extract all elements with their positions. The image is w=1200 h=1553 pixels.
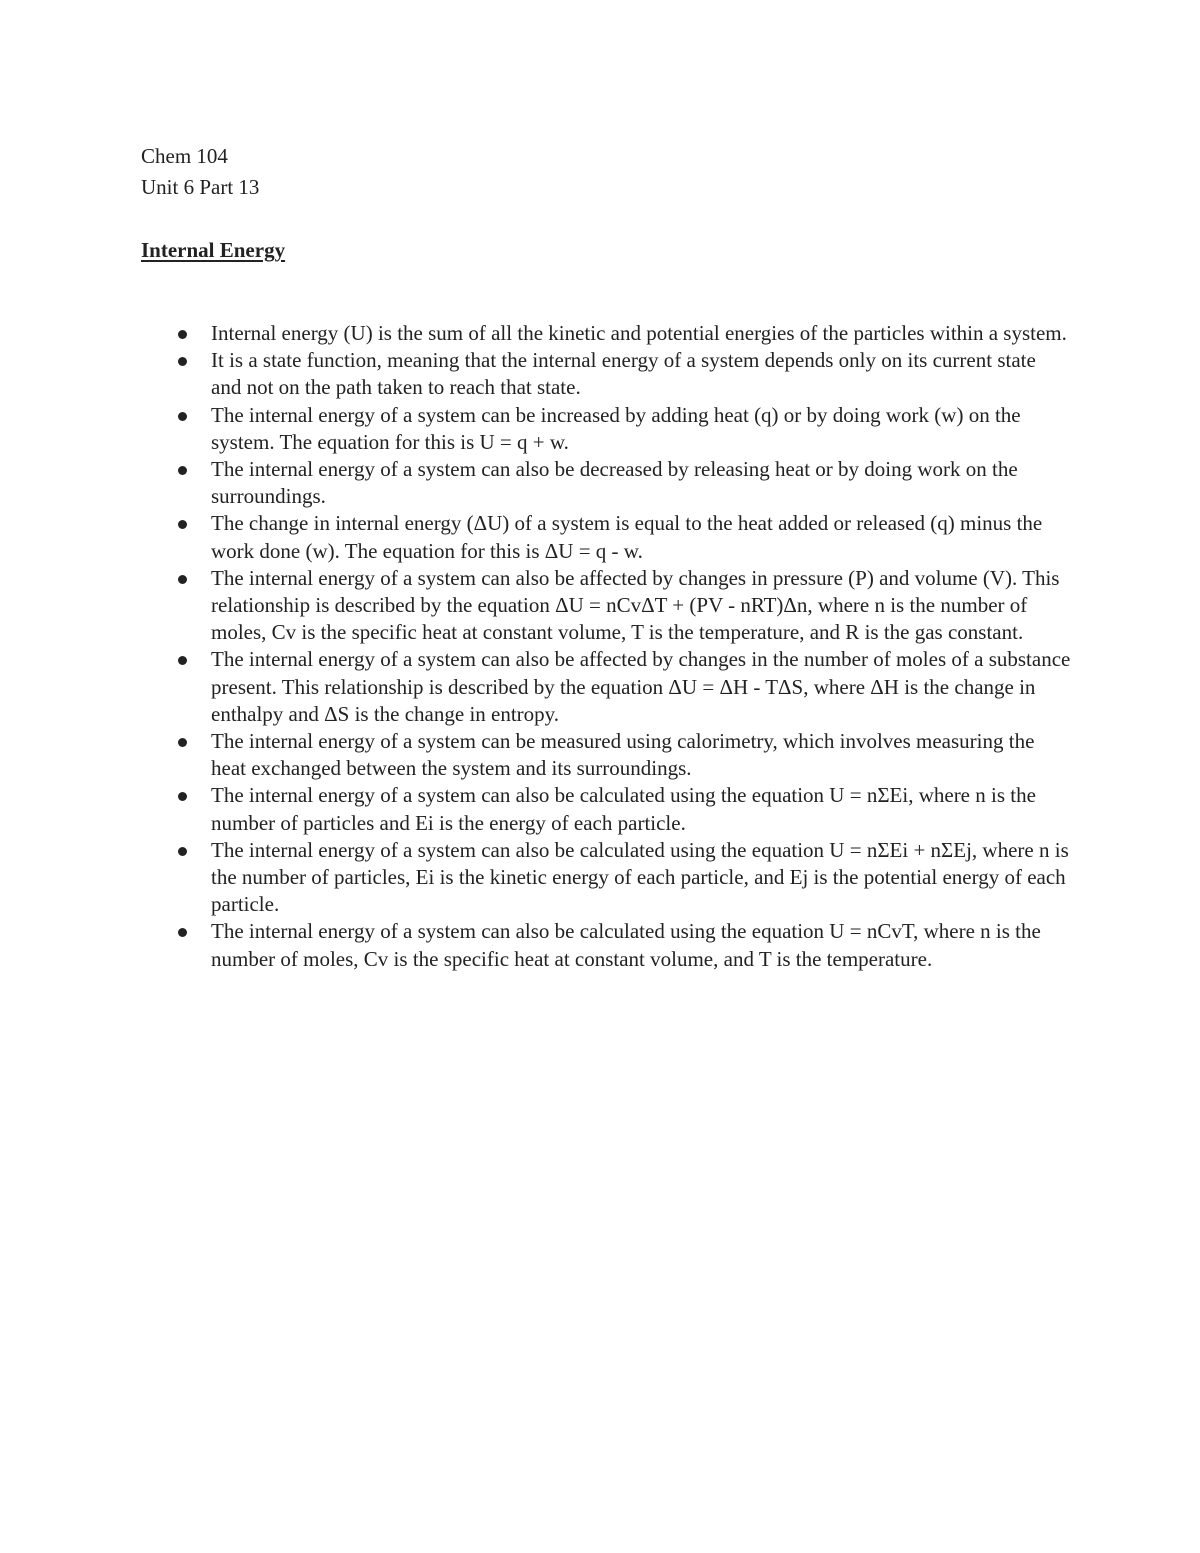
bullet-dot-icon [178,412,187,421]
bullet-list [0,320,1200,973]
bullet-item [0,456,1071,510]
bullet-item [0,565,1071,647]
bullet-item [0,402,1071,456]
bullet-dot-icon [178,792,187,801]
bullet-dot-icon [178,520,187,529]
bullet-item [0,320,1071,347]
bullet-text: The internal energy of a system can be increased by adding heat (q) or by doing work (w) on the system. The equation for this is U = q + w. [211,402,1021,454]
bullet-text: The internal energy of a system can also be decreased by releasing heat or by doing work on the surroundings. [211,457,1018,509]
bullet-text: The internal energy of a system can also be calculated using the equation U = nCvT, where n is the number of moles, Cv is the specific heat at constant volume, and T is the temperature. [211,919,1041,971]
bullet-dot-icon [178,928,187,937]
course-label: Chem 104 [141,144,228,168]
bullet-item [0,347,1071,401]
bullet-item [0,837,1071,919]
bullet-text: The internal energy of a system can also be affected by changes in the number of moles of a substance present. This relationship is described by the equation ΔU = ΔH - TΔS, where ΔH is the change in enthalpy and ΔS is the change in entropy. [211,647,1071,726]
bullet-text: The internal energy of a system can be measured using calorimetry, which involves measuring the heat exchanged between the system and its surroundings. [211,729,1035,781]
bullet-text: The internal energy of a system can also be calculated using the equation U = nΣEi + nΣEj, where n is the number of particles, Ei is the kinetic energy of each particle, and Ej is the potential energy of each particle. [211,837,1069,917]
bullet-dot-icon [178,330,187,339]
bullet-dot-icon [178,357,187,366]
bullet-dot-icon [178,466,187,475]
bullet-item [0,728,1071,782]
document-header [141,141,259,203]
bullet-item [0,510,1071,564]
bullet-item [0,918,1071,972]
bullet-text: Internal energy (U) is the sum of all the kinetic and potential energies of the particles within a system. [211,321,1067,345]
section-title: Internal Energy [141,238,286,262]
bullet-dot-icon [178,847,187,856]
unit-label: Unit 6 Part 13 [141,175,260,199]
bullet-text: It is a state function, meaning that the internal energy of a system depends only on its current state and not on the path taken to reach that state. [211,348,1036,400]
bullet-dot-icon [178,738,187,747]
bullet-text: The internal energy of a system can also be affected by changes in pressure (P) and volume (V). This relationship is described by the equation ΔU = nCvΔT + (PV - nRT)Δn, where n is the number of moles, Cv is the specific heat at constant volume, T is the temperature, and R is the gas constant. [211,565,1060,645]
bullet-dot-icon [178,656,187,665]
bullet-item [0,782,1071,836]
bullet-text: The change in internal energy (ΔU) of a system is equal to the heat added or released (q) minus the work done (w). The equation for this is ΔU = q - w. [211,511,1043,563]
bullet-text: The internal energy of a system can also be calculated using the equation U = nΣEi, where n is the number of particles and Ei is the energy of each particle. [211,783,1036,835]
bullet-item [0,646,1071,728]
bullet-dot-icon [178,575,187,584]
